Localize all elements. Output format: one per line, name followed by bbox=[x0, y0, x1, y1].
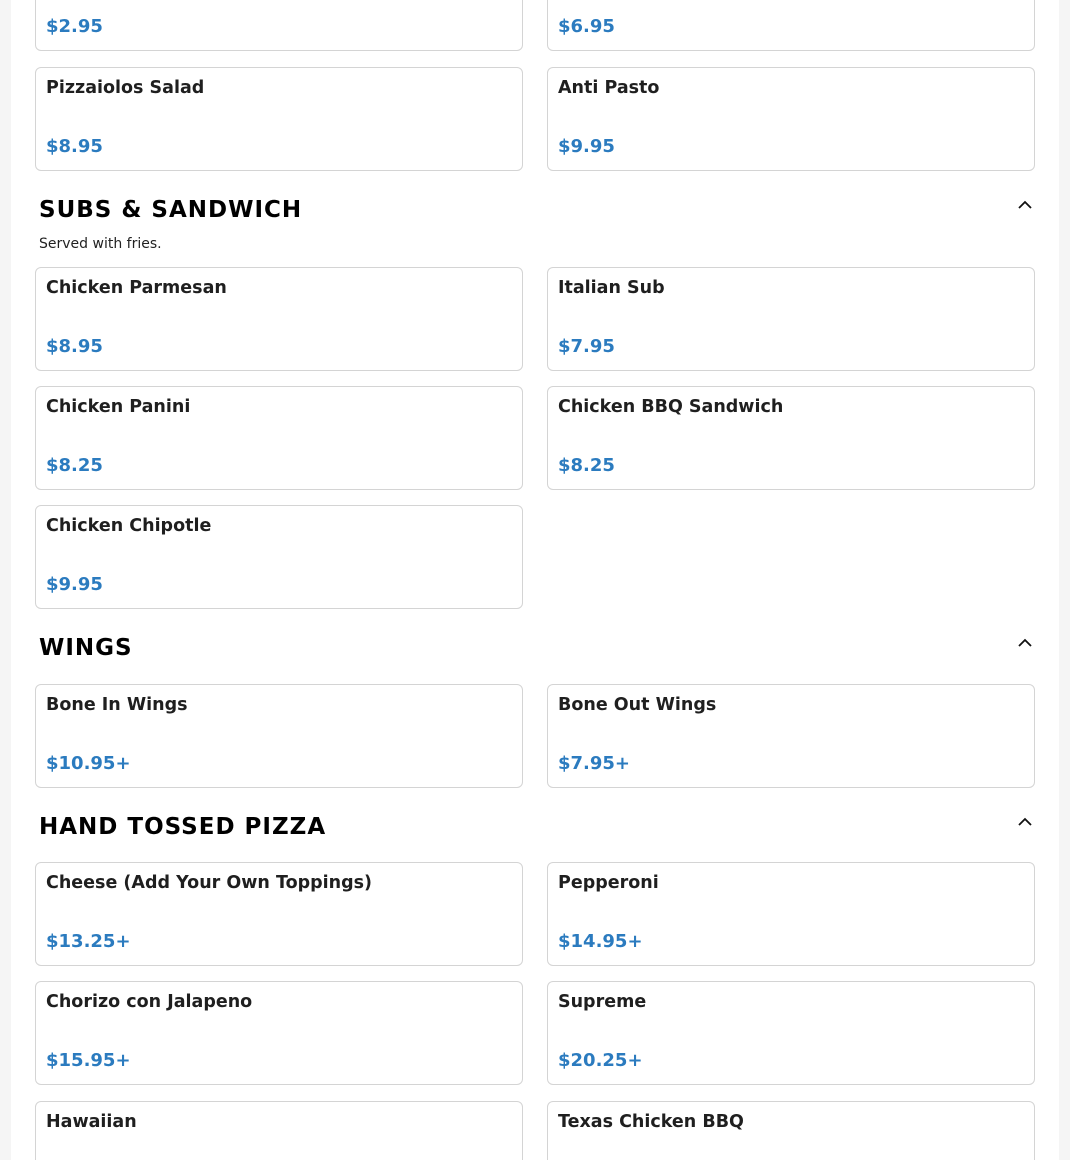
menu-item-name: Supreme bbox=[558, 992, 647, 1012]
menu-item-card[interactable] bbox=[547, 981, 1035, 1085]
menu-item-price: $8.25 bbox=[558, 455, 615, 476]
menu-item-name: Chorizo con Jalapeno bbox=[46, 992, 253, 1012]
menu-item-price: $15.95+ bbox=[46, 1050, 131, 1071]
menu-item-card[interactable] bbox=[547, 1101, 1035, 1160]
menu-item-price: $7.95 bbox=[558, 336, 615, 357]
menu-item-card[interactable] bbox=[547, 386, 1035, 490]
menu-item-name: Anti Pasto bbox=[558, 78, 660, 98]
menu-item-price: $9.95 bbox=[558, 136, 615, 157]
menu-item-name: Hawaiian bbox=[46, 1112, 137, 1132]
menu-item-price: $7.95+ bbox=[558, 753, 631, 774]
chevron-up-icon bbox=[1015, 194, 1035, 214]
menu-item-card[interactable] bbox=[35, 67, 523, 171]
menu-item-card[interactable] bbox=[547, 684, 1035, 788]
menu-item-name: Texas Chicken BBQ bbox=[558, 1112, 744, 1132]
menu-item-card[interactable] bbox=[35, 505, 523, 609]
menu-item-price: $8.25 bbox=[46, 455, 103, 476]
menu-item-price: $14.95+ bbox=[558, 931, 643, 952]
menu-item-name: Chicken Parmesan bbox=[46, 278, 227, 298]
menu-item-card[interactable] bbox=[547, 862, 1035, 966]
menu-item-name: Chicken Chipotle bbox=[46, 516, 212, 536]
menu-item-name: Pizzaiolos Salad bbox=[46, 78, 205, 98]
menu-item-name: Bone In Wings bbox=[46, 695, 188, 715]
menu-item-price: $6.95 bbox=[558, 16, 615, 37]
menu-item-price: $8.95 bbox=[46, 136, 103, 157]
menu-item-price: $10.95+ bbox=[46, 753, 131, 774]
menu-item-card[interactable] bbox=[35, 1101, 523, 1160]
menu-item-name: Pepperoni bbox=[558, 873, 659, 893]
section-title-subs: SUBS & SANDWICH bbox=[39, 197, 303, 223]
menu-item-card[interactable] bbox=[547, 267, 1035, 371]
section-collapse-toggle[interactable] bbox=[1015, 194, 1035, 214]
menu-item-price: $8.95 bbox=[46, 336, 103, 357]
section-description: Served with fries. bbox=[39, 236, 162, 252]
menu-item-card[interactable] bbox=[547, 0, 1035, 51]
menu-item-card[interactable] bbox=[35, 684, 523, 788]
menu-item-card[interactable] bbox=[35, 0, 523, 51]
section-collapse-toggle[interactable] bbox=[1015, 811, 1035, 831]
menu-item-price: $9.95 bbox=[46, 574, 103, 595]
menu-item-name: Bone Out Wings bbox=[558, 695, 717, 715]
menu-item-card[interactable] bbox=[35, 386, 523, 490]
menu-item-card[interactable] bbox=[35, 267, 523, 371]
menu-item-price: $20.25+ bbox=[558, 1050, 643, 1071]
section-collapse-toggle[interactable] bbox=[1015, 632, 1035, 652]
chevron-up-icon bbox=[1015, 811, 1035, 831]
menu-item-price: $2.95 bbox=[46, 16, 103, 37]
chevron-up-icon bbox=[1015, 632, 1035, 652]
section-title-pizza: HAND TOSSED PIZZA bbox=[39, 814, 327, 840]
menu-item-name: Italian Sub bbox=[558, 278, 665, 298]
menu-item-name: Chicken BBQ Sandwich bbox=[558, 397, 784, 417]
menu-item-name: Chicken Panini bbox=[46, 397, 191, 417]
menu-item-price: $13.25+ bbox=[46, 931, 131, 952]
menu-item-card[interactable] bbox=[547, 67, 1035, 171]
menu-item-card[interactable] bbox=[35, 981, 523, 1085]
menu-item-name: Cheese (Add Your Own Toppings) bbox=[46, 873, 373, 893]
section-title-wings: WINGS bbox=[39, 635, 133, 661]
menu-item-card[interactable] bbox=[35, 862, 523, 966]
menu-page bbox=[11, 0, 1059, 1160]
